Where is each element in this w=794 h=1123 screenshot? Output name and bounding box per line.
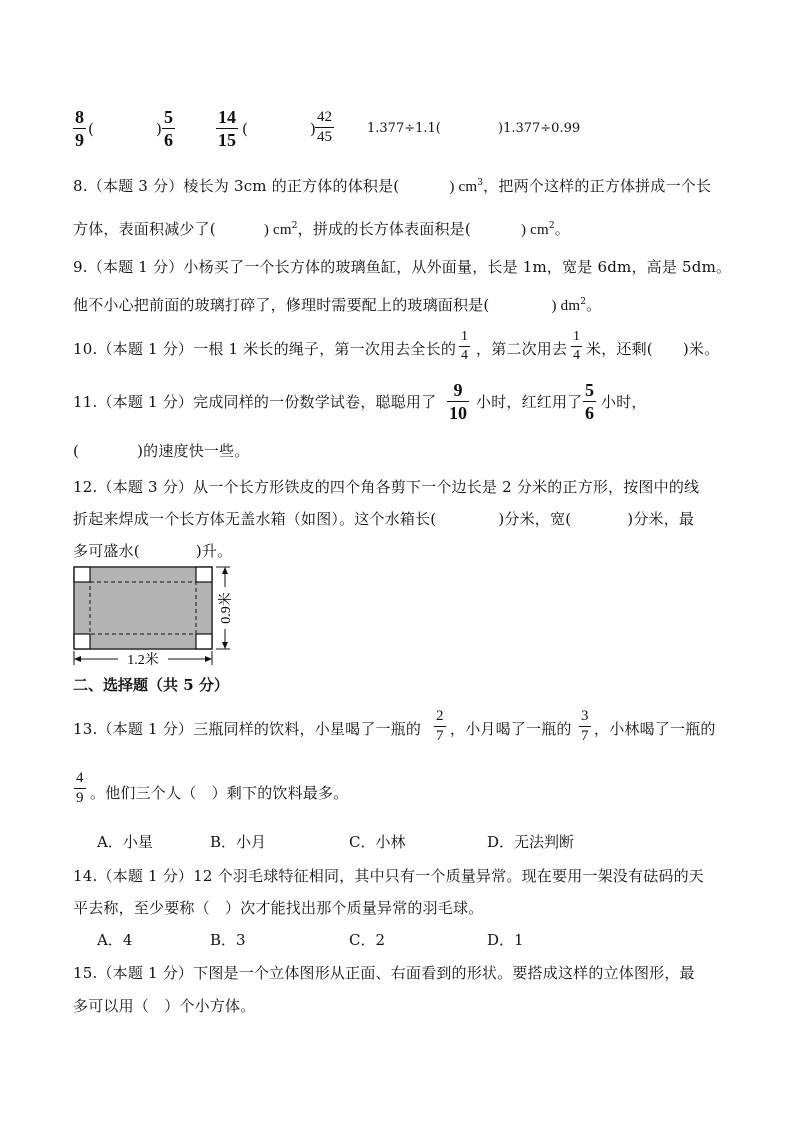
fraction-2-7: 2 7 — [436, 708, 444, 744]
question-12-line-2: 折起来焊成一个长方体无盖水箱（如图）。这个水箱长( )分米，宽( )分米，最 — [73, 510, 695, 528]
fraction-8-9: 8 9 — [75, 107, 84, 150]
corner-cut-top-right — [196, 567, 212, 582]
shaded-middle — [74, 582, 212, 634]
blank-close: ) — [310, 120, 317, 138]
dimension-width-label: 1.2米 — [127, 653, 159, 668]
option-c[interactable]: C．2 — [349, 931, 386, 949]
question-11-text-c: 小时， — [601, 393, 647, 411]
fraction-5-6: 5 6 — [164, 107, 173, 150]
question-12-line-3: 多可盛水( )升。 — [73, 542, 233, 560]
fraction-14-15: 14 15 — [218, 107, 236, 150]
question-14-line-2: 平去称，至少要称（ ）次才能找出那个质量异常的羽毛球。 — [73, 899, 484, 917]
fraction-3-7: 3 7 — [581, 708, 589, 744]
option-c[interactable]: C．小林 — [349, 833, 406, 851]
option-d[interactable]: D．无法判断 — [487, 833, 575, 851]
sheet-diagram — [70, 565, 240, 670]
fraction-9-10: 9 10 — [449, 380, 467, 423]
question-10-text-c: 米，还剩( )米。 — [586, 340, 720, 358]
question-13-text-b: ，小月喝了一瓶的 — [450, 720, 572, 738]
question-13-text-c: ，小林喝了一瓶的 — [594, 720, 716, 738]
question-11-text-a: 11.（本题 1 分）完成同样的一份数学试卷，聪聪用了 — [73, 393, 437, 411]
blank-close: ) — [156, 120, 163, 138]
dimension-height-label: 0.9米 — [219, 592, 234, 624]
option-a[interactable]: A．4 — [97, 931, 133, 949]
question-13-text-a: 13.（本题 1 分）三瓶同样的饮料，小星喝了一瓶的 — [73, 720, 422, 738]
question-14-line-1: 14.（本题 1 分）12 个羽毛球特征相同，其中只有一个质量异常。现在要用一架没有砝码的天 — [73, 867, 704, 885]
fraction-5-6-b: 5 6 — [585, 380, 594, 423]
option-d[interactable]: D．1 — [487, 931, 524, 949]
corner-cut-bottom-right — [196, 634, 212, 649]
question-15-line-1: 15.（本题 1 分）下图是一个立体图形从正面、右面看到的形状。要搭成这样的立体图形，最 — [73, 964, 695, 982]
question-9-line-1: 9.（本题 1 分）小杨买了一个长方体的玻璃鱼缸，从外面量，长是 1m，宽是 6dm，高是 5dm。 — [73, 258, 732, 276]
section-title: 二、选择题（共 5 分） — [73, 676, 229, 694]
question-8-line-1: 8.（本题 3 分）棱长为 3cm 的正方体的体积是( ) $cm^3$，把两个这样的正方体拼成一个长 — [73, 177, 712, 195]
fraction-1-4: 1 4 — [461, 329, 468, 363]
question-12-line-1: 12.（本题 3 分）从一个长方形铁皮的四个角各剪下一个边长是 2 分米的正方形，按图中的线 — [73, 478, 700, 496]
expression-right: )1.377÷0.99 — [498, 121, 581, 136]
question-15-line-2: 多可以用（ ）个小方体。 — [73, 997, 256, 1015]
question-10-text-a: 10.（本题 1 分）一根 1 米长的绳子，第一次用去全长的 — [73, 340, 457, 358]
option-b[interactable]: B．3 — [210, 931, 246, 949]
question-11-text-b: 小时，红红用了 — [476, 393, 583, 411]
expression-left: 1.377÷1.1( — [367, 121, 441, 136]
fraction-42-45: 42 45 — [317, 109, 332, 145]
question-9-line-2: 他不小心把前面的玻璃打碎了，修理时需要配上的玻璃面积是( ) $dm^2$。 — [73, 296, 602, 314]
blank-open: ( — [88, 120, 95, 138]
fraction-1-4-b: 1 4 — [573, 329, 580, 363]
corner-cut-top-left — [74, 567, 90, 582]
question-11-line-2: ( )的速度快一些。 — [73, 442, 250, 460]
blank-open: ( — [242, 120, 249, 138]
question-13-text-d: 。他们三个人（ ）剩下的饮料最多。 — [90, 784, 349, 802]
question-10-text-b: ，第二次用去 — [476, 340, 568, 358]
option-b[interactable]: B．小月 — [210, 833, 267, 851]
fraction-4-9: 4 9 — [76, 770, 84, 806]
corner-cut-bottom-left — [74, 634, 90, 649]
option-a[interactable]: A．小星 — [97, 833, 153, 851]
question-8-line-2: 方体，表面积减少了( ) $cm^2$，拼成的长方体表面积是( ) $cm^2$。 — [73, 220, 570, 238]
